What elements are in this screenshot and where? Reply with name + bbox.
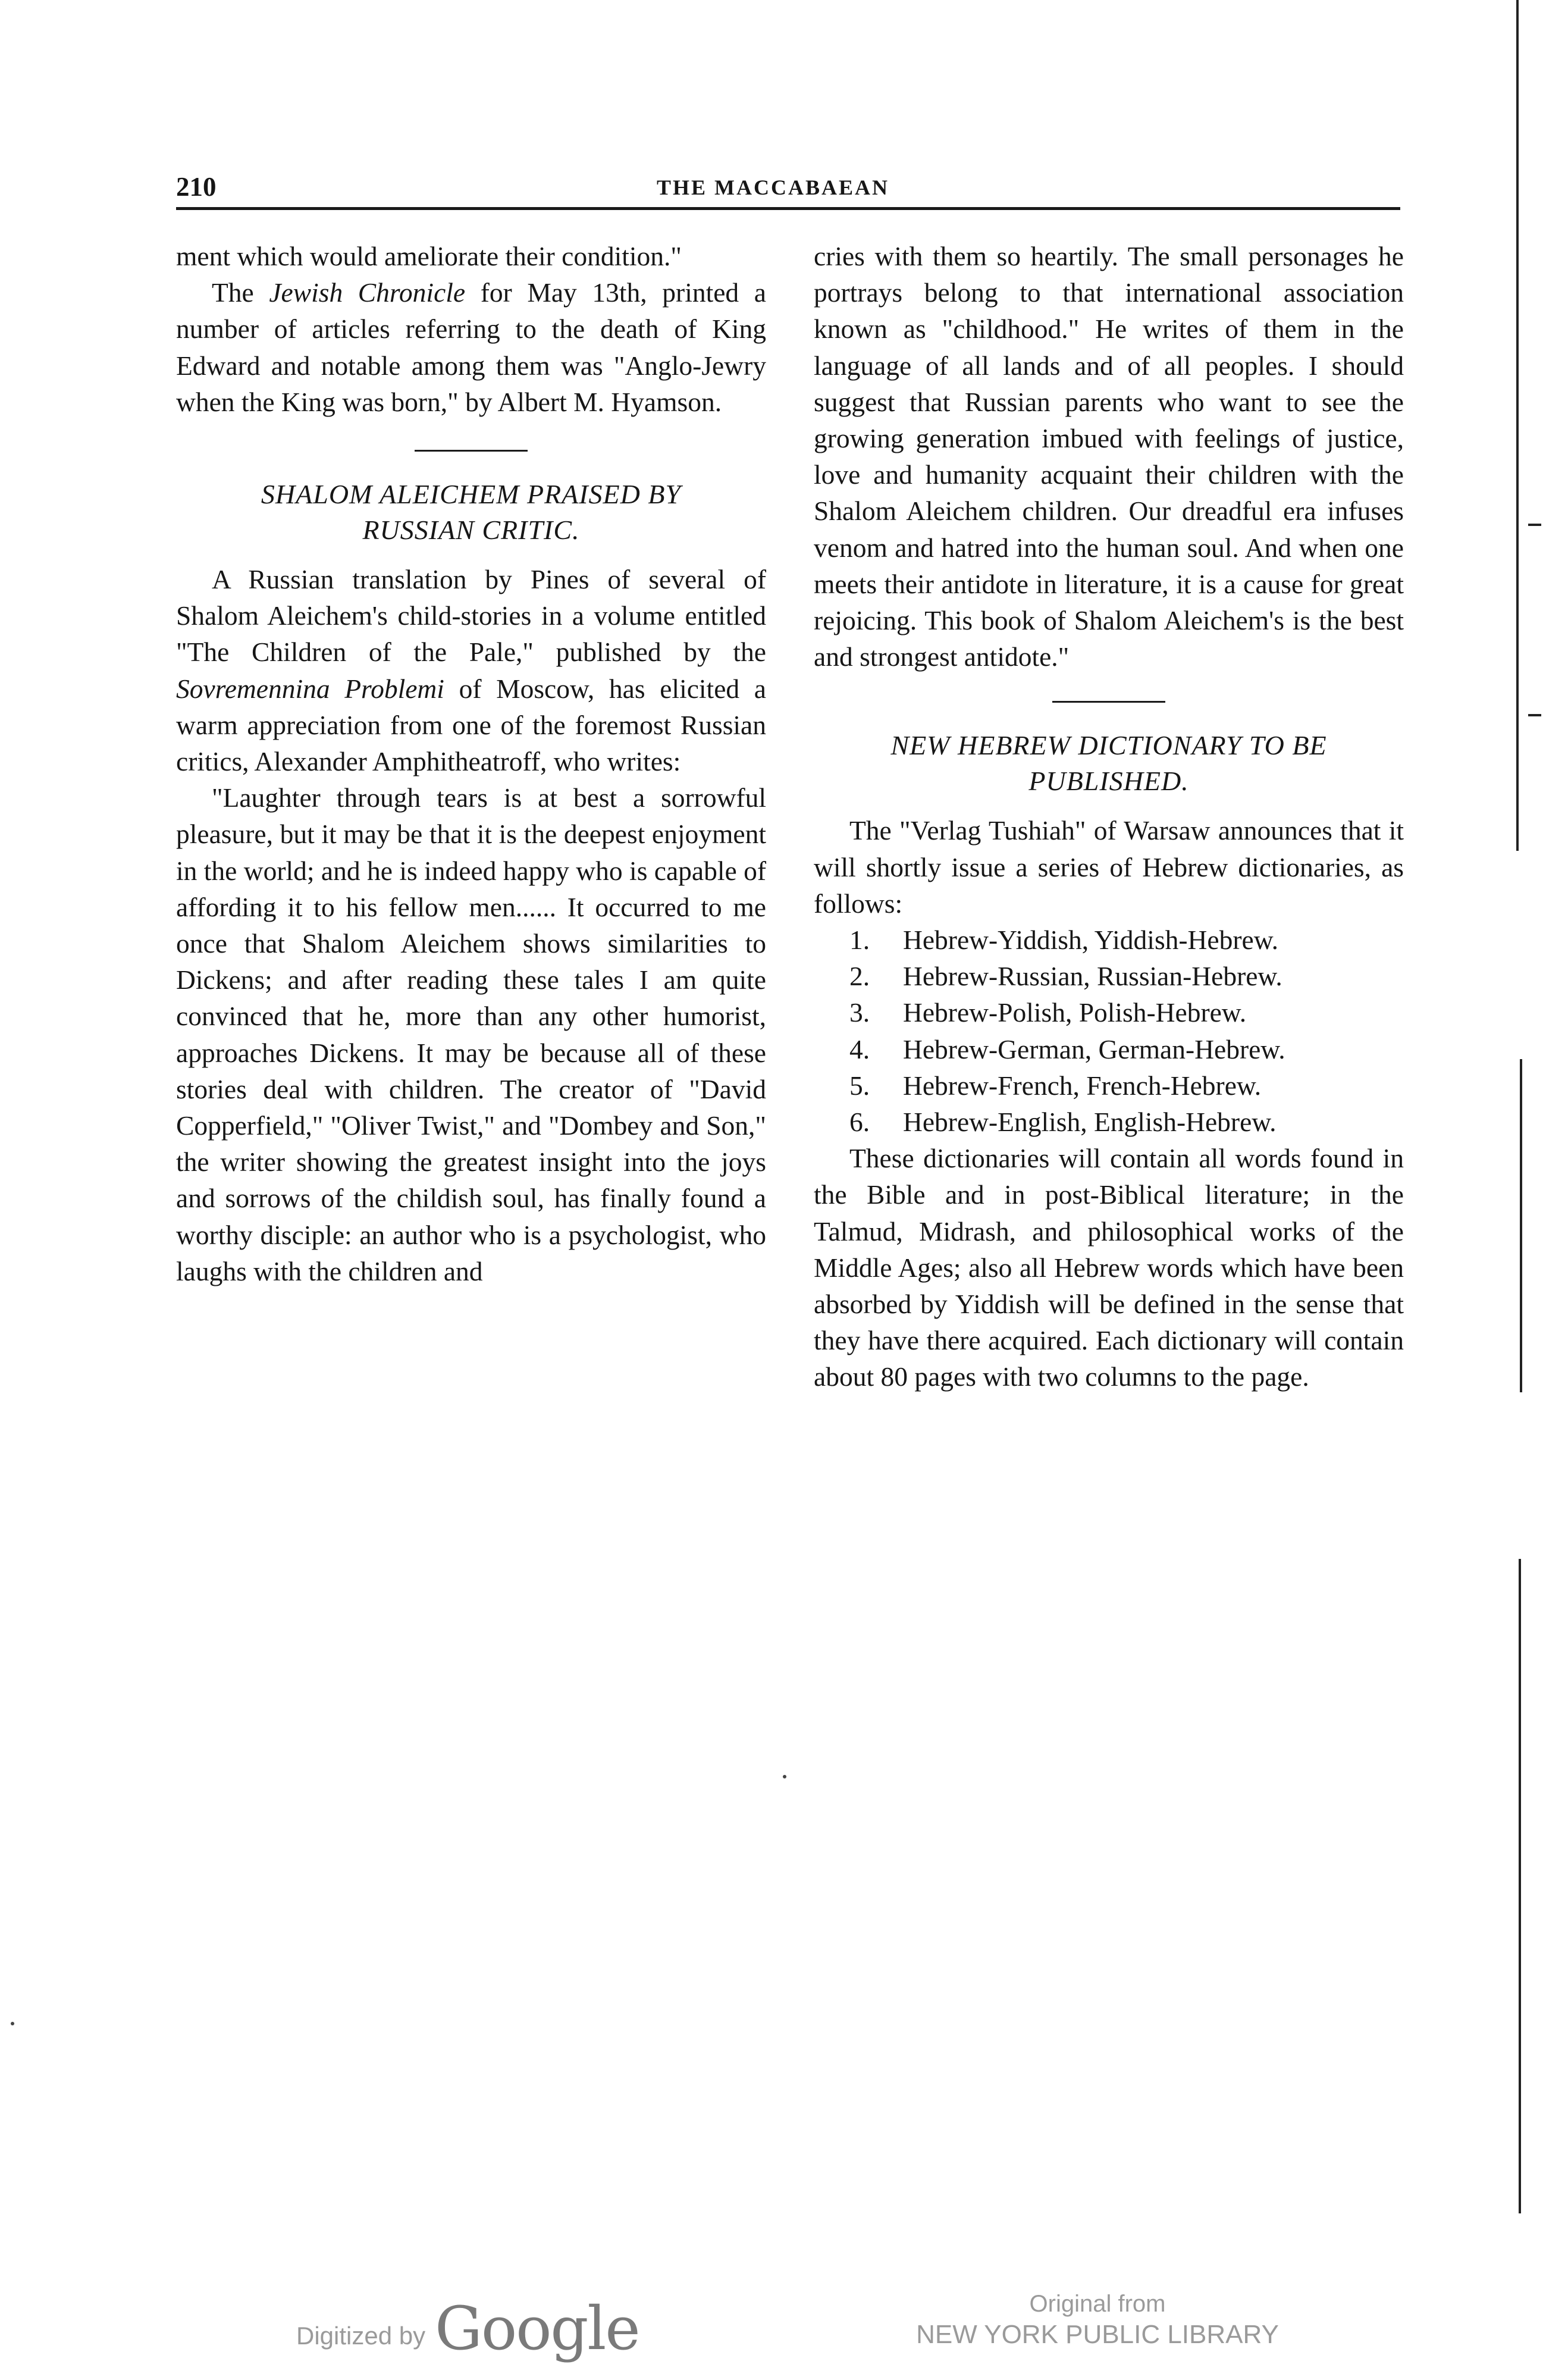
paragraph: [176, 274, 766, 420]
list-text: Hebrew-Russian, Russian-Hebrew.: [903, 961, 1282, 992]
list-item: [849, 958, 1404, 994]
publication-title: Sovremennina Problemi: [176, 673, 444, 704]
google-logo: Google: [435, 2294, 639, 2363]
list-item: [849, 994, 1404, 1031]
paragraph: cries with them so heartily. The small personages he portrays belong to that international association known as "childhood." He writes of them in the language of all lands and of all peoples. I should suggest that Russian parents who want to see the growing generation imbued with feelings of justice, love and humanity acquaint their children with the Shalom Aleichem children. Our dreadful era infuses venom and hatred into the human soul. And when one meets their antidote in literature, it is a cause for great rejoicing. This book of Shalom Aleichem's is the best and strongest antidote.": [814, 241, 1404, 672]
list-text: Hebrew-French, French-Hebrew.: [903, 1070, 1262, 1101]
publication-title: Jewish Chronicle: [269, 277, 466, 308]
list-text: Hebrew-German, German-Hebrew.: [903, 1034, 1285, 1064]
library-name: NEW YORK PUBLIC LIBRARY: [916, 2320, 1279, 2349]
journal-title: THE MACCABAEAN: [656, 176, 889, 199]
digitized-by-watermark: [296, 2294, 639, 2363]
list-text: Hebrew-English, English-Hebrew.: [903, 1107, 1277, 1138]
list-item: [849, 1067, 1404, 1104]
edge-line: [1528, 524, 1541, 526]
left-column: [176, 238, 766, 1289]
text-run: of Moscow, has elicited a warm appreciation from one of the foremost Russian critics, Alexander Amphitheatroff, who writes:: [176, 673, 766, 777]
paragraph: These dictionaries will contain all words found in the Bible and in post-Biblical literature; in the Talmud, Midrash, and philosophical works of the Middle Ages; also all Hebrew words which have been absorbed by Yiddish will be defined in the sense that they have there acquired. Each dictionary will contain about 80 pages with two columns to the page.: [814, 1143, 1404, 1392]
paragraph: [176, 561, 766, 779]
list-number: 2.: [849, 961, 870, 992]
list-number: 6.: [849, 1107, 870, 1138]
list-number: 1.: [849, 925, 870, 956]
heading-line: PUBLISHED.: [1028, 766, 1189, 797]
scan-speck: [783, 1775, 786, 1778]
text-run: A Russian translation by Pines of several of Shalom Aleichem's child-stories in a volume entitled "The Children of the Pale," published by the: [176, 564, 766, 668]
list-number: 5.: [849, 1070, 870, 1101]
source-watermark: [904, 2290, 1291, 2351]
article-heading: [176, 477, 766, 548]
text-run: for May 13th, printed a number of articles referring to the death of King Edward and notable among them was "Anglo-Jewry when the King was born," by Albert M. Hyamson.: [176, 277, 766, 417]
original-from-text: Original from: [1029, 2291, 1166, 2317]
heading-line: RUSSIAN CRITIC.: [362, 515, 580, 546]
list-number: 4.: [849, 1034, 870, 1064]
paragraph: "Laughter through tears is at best a sorrowful pleasure, but it may be that it is the deepest enjoyment in the world; and he is indeed happy who is capable of affording it to his fellow men...... It occurred to me once that Shalom Aleichem shows similarities to Dickens; and after reading these tales I am quite convinced that he, more than any other humorist, approaches Dickens. It may be because all of these stories deal with children. The creator of "David Copperfield," "Oliver Twist," and "Dombey and Son," the writer showing the greatest insight into the joys and sorrows of the childish soul, has finally found a worthy disciple: an author who is a psychologist, who laughs with the children and: [176, 782, 766, 1286]
list-text: Hebrew-Polish, Polish-Hebrew.: [903, 997, 1247, 1028]
list-item: [849, 1104, 1404, 1140]
list-text: Hebrew-Yiddish, Yiddish-Hebrew.: [903, 925, 1278, 956]
text-run: The: [212, 277, 269, 308]
list-item: [849, 1031, 1404, 1067]
heading-line: SHALOM ALEICHEM PRAISED BY: [261, 479, 682, 510]
article-heading: [814, 728, 1404, 799]
heading-line: NEW HEBREW DICTIONARY TO BE: [890, 730, 1327, 761]
scan-speck: [11, 2022, 14, 2025]
right-column: [814, 238, 1404, 1395]
paragraph: ment which would ameliorate their condition.": [176, 241, 682, 271]
page-number: 210: [176, 172, 217, 202]
section-divider: [1052, 701, 1165, 703]
edge-line: [1519, 1559, 1521, 2213]
list-number: 3.: [849, 997, 870, 1028]
edge-line: [1516, 0, 1519, 851]
paragraph: The "Verlag Tushiah" of Warsaw announces that it will shortly issue a series of Hebrew dictionaries, as follows:: [814, 815, 1404, 919]
section-divider: [415, 450, 528, 452]
edge-line: [1520, 1059, 1522, 1392]
edge-line: [1528, 714, 1541, 716]
digitized-by-text: Digitized by: [296, 2322, 426, 2350]
header-rule: [176, 207, 1400, 210]
adjacent-page-edge: [1504, 0, 1546, 2380]
list-item: [849, 922, 1404, 958]
dictionary-list: [814, 922, 1404, 1140]
